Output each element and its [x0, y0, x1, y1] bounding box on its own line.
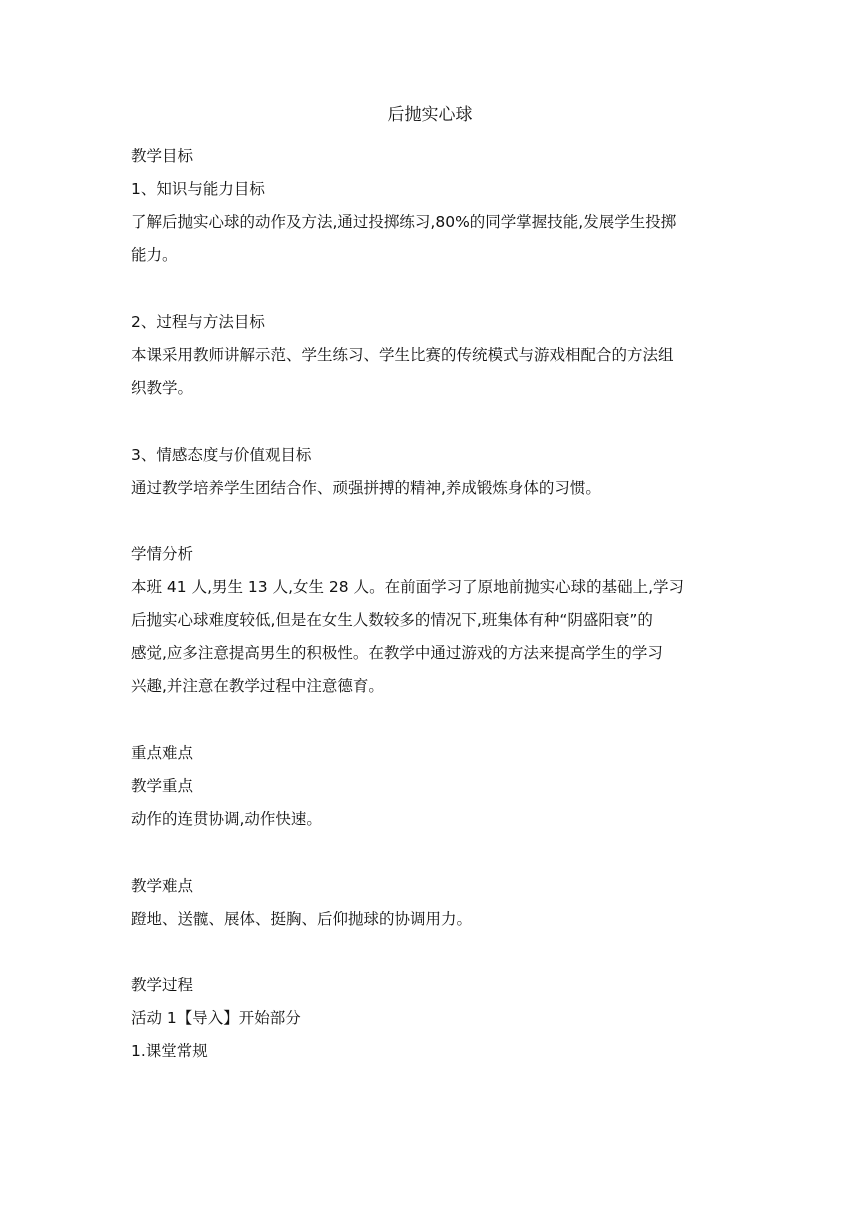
- analysis-paragraph-line-1: 本班 41 人,男生 13 人,女生 28 人。在前面学习了原地前抛实心球的基础上,学习: [131, 578, 685, 596]
- goal-2-paragraph-line-2: 织教学。: [131, 379, 194, 397]
- goal-3-paragraph-line-1: 通过教学培养学生团结合作、顽强拼搏的精神,养成锻炼身体的习惯。: [131, 479, 601, 497]
- goal-2-paragraph-line-1: 本课采用教师讲解示范、学生练习、学生比赛的传统模式与游戏相配合的方法组: [131, 346, 674, 364]
- analysis-paragraph-line-4: 兴趣,并注意在教学过程中注意德育。: [131, 677, 384, 695]
- goal-3-heading: 3、情感态度与价值观目标: [131, 446, 312, 464]
- section-heading-teaching-goals: 教学目标: [131, 147, 194, 165]
- section-heading-key-points: 重点难点: [131, 744, 194, 762]
- analysis-paragraph-line-2: 后抛实心球难度较低,但是在女生人数较多的情况下,班集体有种“阴盛阳衰”的: [131, 611, 653, 629]
- section-heading-student-analysis: 学情分析: [131, 545, 194, 563]
- goal-1-paragraph-line-2: 能力。: [131, 246, 178, 264]
- analysis-paragraph-line-3: 感觉,应多注意提高男生的积极性。在教学中通过游戏的方法来提高学生的学习: [131, 644, 663, 662]
- key-points-paragraph: 动作的连贯协调,动作快速。: [131, 810, 322, 828]
- section-heading-teaching-process: 教学过程: [131, 976, 194, 994]
- goal-1-paragraph-line-1: 了解后抛实心球的动作及方法,通过投掷练习,80%的同学掌握技能,发展学生投掷: [131, 213, 677, 231]
- difficulty-subheading: 教学难点: [131, 877, 194, 895]
- document-title: 后抛实心球: [387, 105, 473, 125]
- activity-1-heading: 活动 1【导入】开始部分: [131, 1009, 301, 1027]
- difficulty-paragraph: 蹬地、送髋、展体、挺胸、后仰抛球的协调用力。: [131, 910, 473, 928]
- key-points-subheading: 教学重点: [131, 777, 194, 795]
- activity-1-item-1: 1.课堂常规: [131, 1042, 208, 1060]
- goal-1-heading: 1、知识与能力目标: [131, 180, 265, 198]
- goal-2-heading: 2、过程与方法目标: [131, 313, 265, 331]
